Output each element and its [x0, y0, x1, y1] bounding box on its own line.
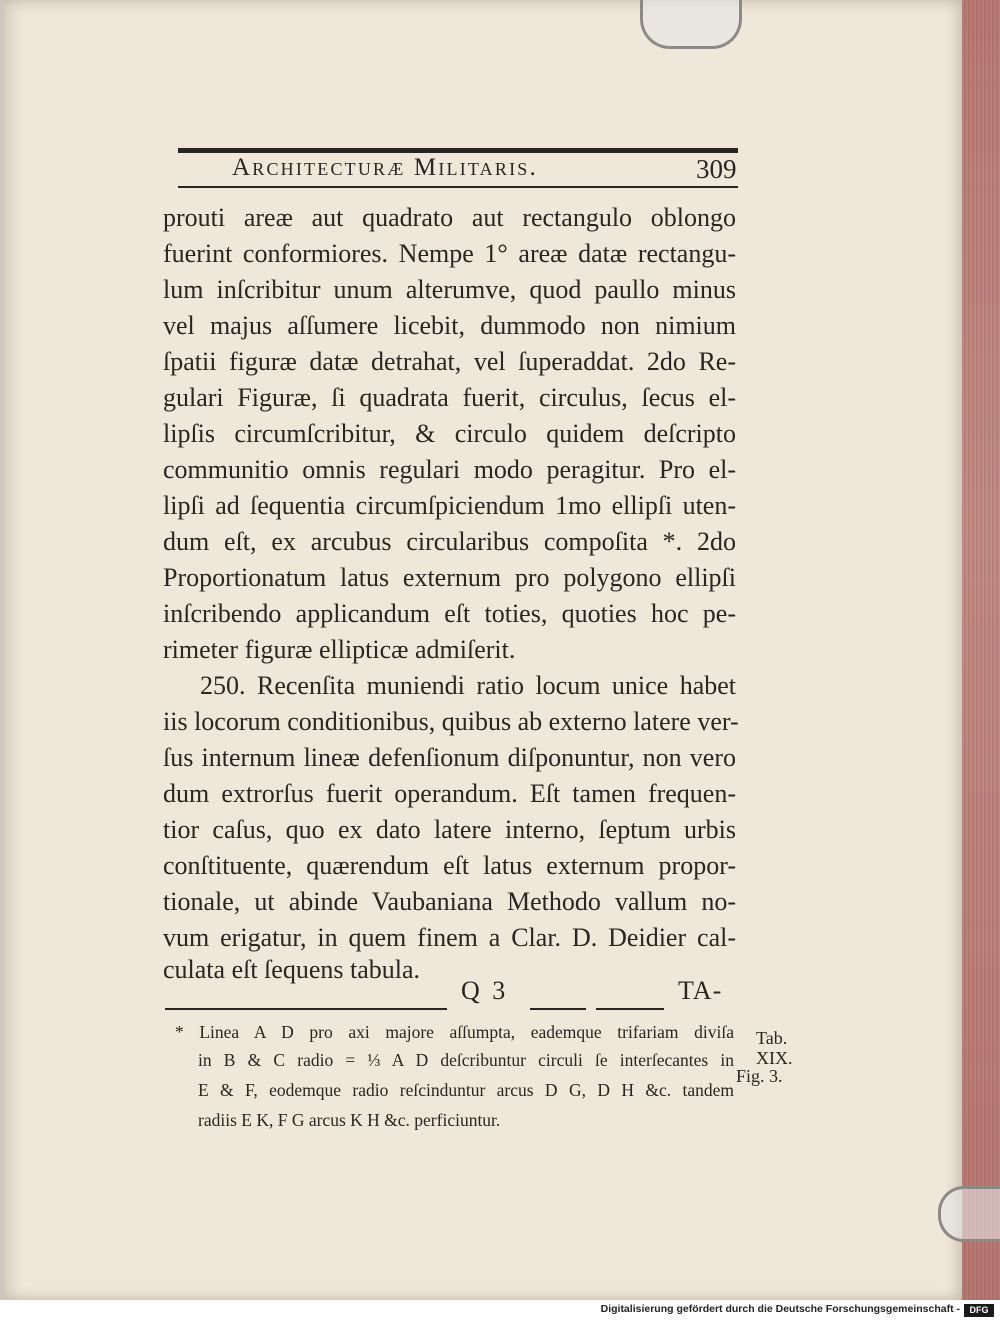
text-line: inſcribendo applicandum eſt toties, quoties hoc pe-: [163, 599, 736, 628]
text-line: lipſi ad ſequentia circumſpiciendum 1mo ellipſi uten-: [163, 491, 736, 520]
signature-mark: Q 3: [461, 976, 509, 1005]
text-line: ſus internum lineæ defenſionum diſponuntur, non vero: [163, 743, 736, 772]
text-line: 250. Recenſita muniendi ratio locum unice habet: [200, 671, 736, 700]
footnote-line: radiis E K, F G arcus K H &c. perficiuntur.: [198, 1110, 501, 1130]
running-title: Architecturæ Militaris.: [232, 154, 538, 181]
text-line: lum inſcribitur unum alterumve, quod paullo minus: [163, 275, 736, 304]
footer-credit-text: Digitalisierung gefördert durch die Deutsche Forschungsgemeinschaft -: [600, 1303, 960, 1315]
page-number: 309: [696, 154, 737, 184]
margin-note-tab: Tab.: [756, 1028, 788, 1048]
text-line: lipſis circumſcribitur, & circulo quidem deſcripto: [163, 419, 736, 448]
footnote-line: * Linea A D pro axi majore aſſumpta, eademque trifariam diviſa: [175, 1022, 734, 1042]
signature-rule-left: [165, 1008, 447, 1010]
margin-note-plate: XIX.: [756, 1048, 793, 1068]
text-line: tior caſus, quo ex dato latere interno, ſeptum urbis: [163, 815, 736, 844]
page-edges: [962, 0, 1000, 1300]
text-line: iis locorum conditionibus, quibus ab externo latere ver-: [163, 707, 739, 736]
paper-clip-bottom: [938, 1186, 1000, 1242]
text-line: ſpatii figuræ datæ detrahat, vel ſuperaddat. 2do Re-: [163, 347, 736, 376]
text-line: gulari Figuræ, ſi quadrata fuerit, circulus, ſecus el-: [163, 383, 736, 412]
paper-clip-top: [640, 0, 742, 49]
text-line: dum eſt, ex arcubus circularibus compoſita *. 2do: [163, 527, 736, 556]
text-line: conſtituente, quærendum eſt latus externum propor-: [163, 851, 736, 880]
text-line: culata eſt ſequens tabula.: [163, 955, 421, 984]
text-line: communitio omnis regulari modo peragitur. Pro el-: [163, 455, 736, 484]
header-rule-top: [178, 148, 738, 153]
text-line: fuerint conformiores. Nempe 1° areæ datæ rectangu-: [163, 239, 736, 268]
text-line: vum erigatur, in quem finem a Clar. D. Deidier cal-: [163, 923, 736, 952]
text-line: Proportionatum latus externum pro polygono ellipſi: [163, 563, 736, 592]
footnote-line: E & F, eodemque radio reſcinduntur arcus D G, D H &c. tandem: [198, 1080, 734, 1100]
text-line: dum extrorſus fuerit operandum. Eſt tamen frequen-: [163, 779, 736, 808]
dfg-logo: DFG: [964, 1304, 994, 1317]
signature-rule-right: [596, 1008, 664, 1010]
text-line: prouti areæ aut quadrato aut rectangulo oblongo: [163, 203, 736, 232]
signature-rule-mid: [530, 1008, 586, 1010]
footnote-line: in B & C radio = ⅓ A D deſcribuntur circuli ſe interſecantes in: [198, 1050, 734, 1070]
text-line: tionale, ut abinde Vaubaniana Methodo vallum no-: [163, 887, 736, 916]
text-line: vel majus aſſumere licebit, dummodo non nimium: [163, 311, 736, 340]
catchword: TA-: [678, 976, 723, 1005]
margin-note-figure: Fig. 3.: [736, 1066, 783, 1086]
footer-credit-bar: [0, 1300, 1000, 1321]
text-line: rimeter figuræ ellipticæ admiſerit.: [163, 635, 516, 664]
header-rule-bottom: [178, 186, 738, 188]
